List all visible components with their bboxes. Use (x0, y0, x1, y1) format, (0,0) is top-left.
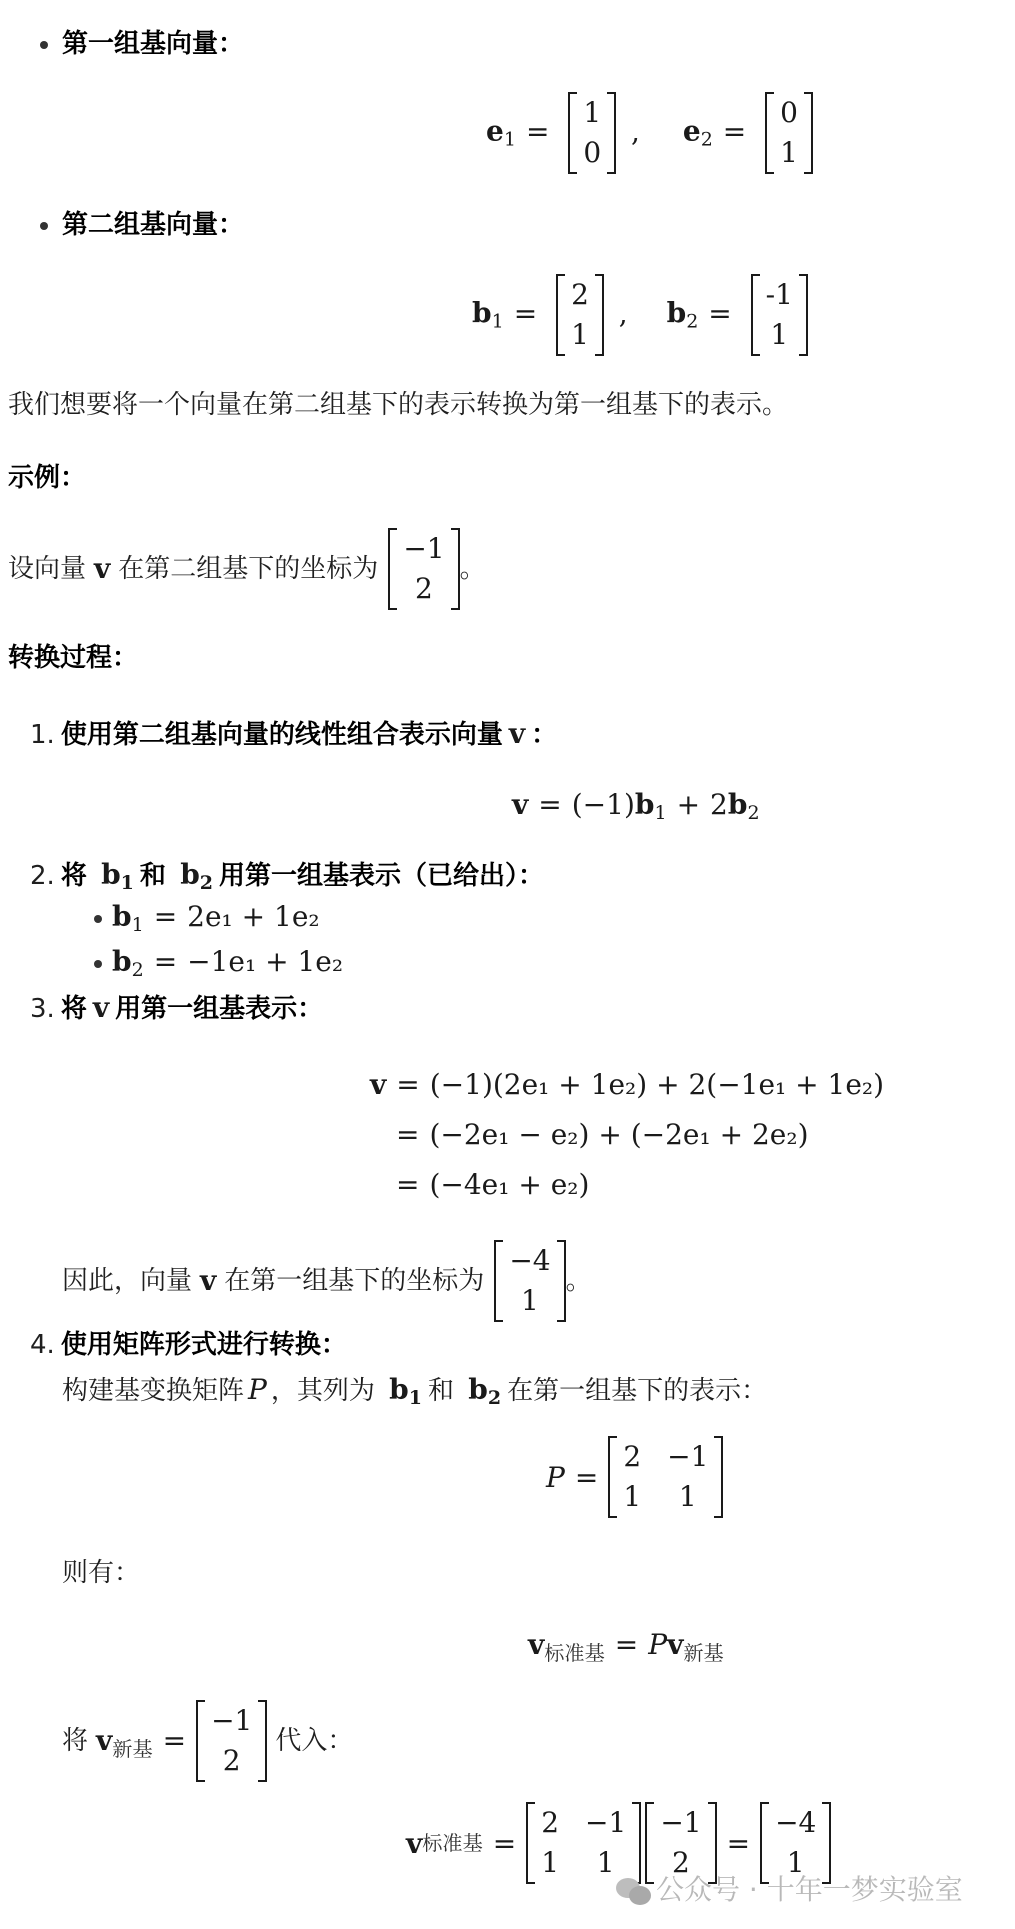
bullet-icon (40, 222, 48, 230)
matrix-P: 2 −1 1 1 (608, 1436, 723, 1518)
matrix-b2: -1 1 (751, 274, 808, 356)
transform-equation: $v_{标准基} = Pv_{新基}$ (528, 1628, 724, 1666)
final-equation: v 标准基 = 2 −1 1 1 −1 2 = −4 1 (406, 1802, 831, 1884)
step-1-title: 1. 使用第二组基向量的线性组合表示向量 v ： (30, 717, 558, 750)
step-3-title: 3. 将 v 用第一组基表示： (30, 991, 324, 1024)
matrix-v-std: −4 1 (494, 1240, 565, 1322)
example-heading: 示例： (8, 463, 87, 493)
matrix-P-equation: P = 2 −1 1 1 (546, 1436, 723, 1518)
basis2-heading: 第二组基向量： (40, 207, 244, 243)
step-2-title: 2. 将 $b_1$ 和 $b_2$ 用第一组基表示（已给出）： (30, 858, 545, 894)
matrix-P-final: 2 −1 1 1 (526, 1802, 641, 1884)
equation-b-basis: $b_1$ = 2 1 , $b_2$ = -1 1 (472, 274, 808, 356)
matrix-v-final: −1 2 (645, 1802, 716, 1884)
matrix-e2: 0 1 (765, 92, 813, 174)
example-text: 设向量 v 在第二组基下的坐标为 −1 2 。 (8, 528, 486, 610)
matrix-v-new: −1 2 (388, 528, 459, 610)
intro-paragraph: 我们想要将一个向量在第二组基下的表示转换为第一组基下的表示。 (8, 390, 789, 420)
equation-e-basis: $e_1$ = 1 0 , $e_2$ = 0 1 (486, 92, 813, 174)
step-4-description: 构建基变换矩阵 P ，其列为 $b_1$ 和 $b_2$ 在第一组基下的表示： (62, 1373, 768, 1409)
step-3-result: 因此，向量 v 在第一组基下的坐标为 −4 1 。 (62, 1240, 592, 1322)
step-1-equation: $v = (-1)b_1 + 2b_2$ (512, 788, 760, 824)
bullet-icon (94, 960, 102, 968)
substitution-text: 将 $v_{新基}$ = −1 2 代入： (62, 1700, 353, 1782)
then-label: 则有： (62, 1558, 141, 1588)
wechat-icon (616, 1876, 652, 1906)
step-4-title: 4. 使用矩阵形式进行转换： (30, 1330, 347, 1360)
watermark: 公众号 · 十年一梦实验室 (616, 1868, 963, 1908)
matrix-e1: 1 0 (568, 92, 616, 174)
matrix-v-new-subst: −1 2 (196, 1700, 267, 1782)
bullet-icon (94, 915, 102, 923)
matrix-b1: 2 1 (556, 274, 604, 356)
step-3-equation: v = (−1)(2e₁ + 1e₂) + 2(−1e₁ + 1e₂) = (−2e₁ − e₂) + (−2e₁ + 2e₂) = (−4e₁ + e₂) (370, 1068, 885, 1201)
basis1-heading: 第一组基向量： (40, 26, 244, 62)
matrix-result: −4 1 (760, 1802, 831, 1884)
step-2-item-b1: $b_1 = 2e_1 + 1e_2$ (94, 900, 320, 933)
bullet-icon (40, 41, 48, 49)
step-2-item-b2: $b_2 = -1e_1 + 1e_2$ (94, 945, 343, 978)
process-heading: 转换过程： (8, 643, 139, 673)
